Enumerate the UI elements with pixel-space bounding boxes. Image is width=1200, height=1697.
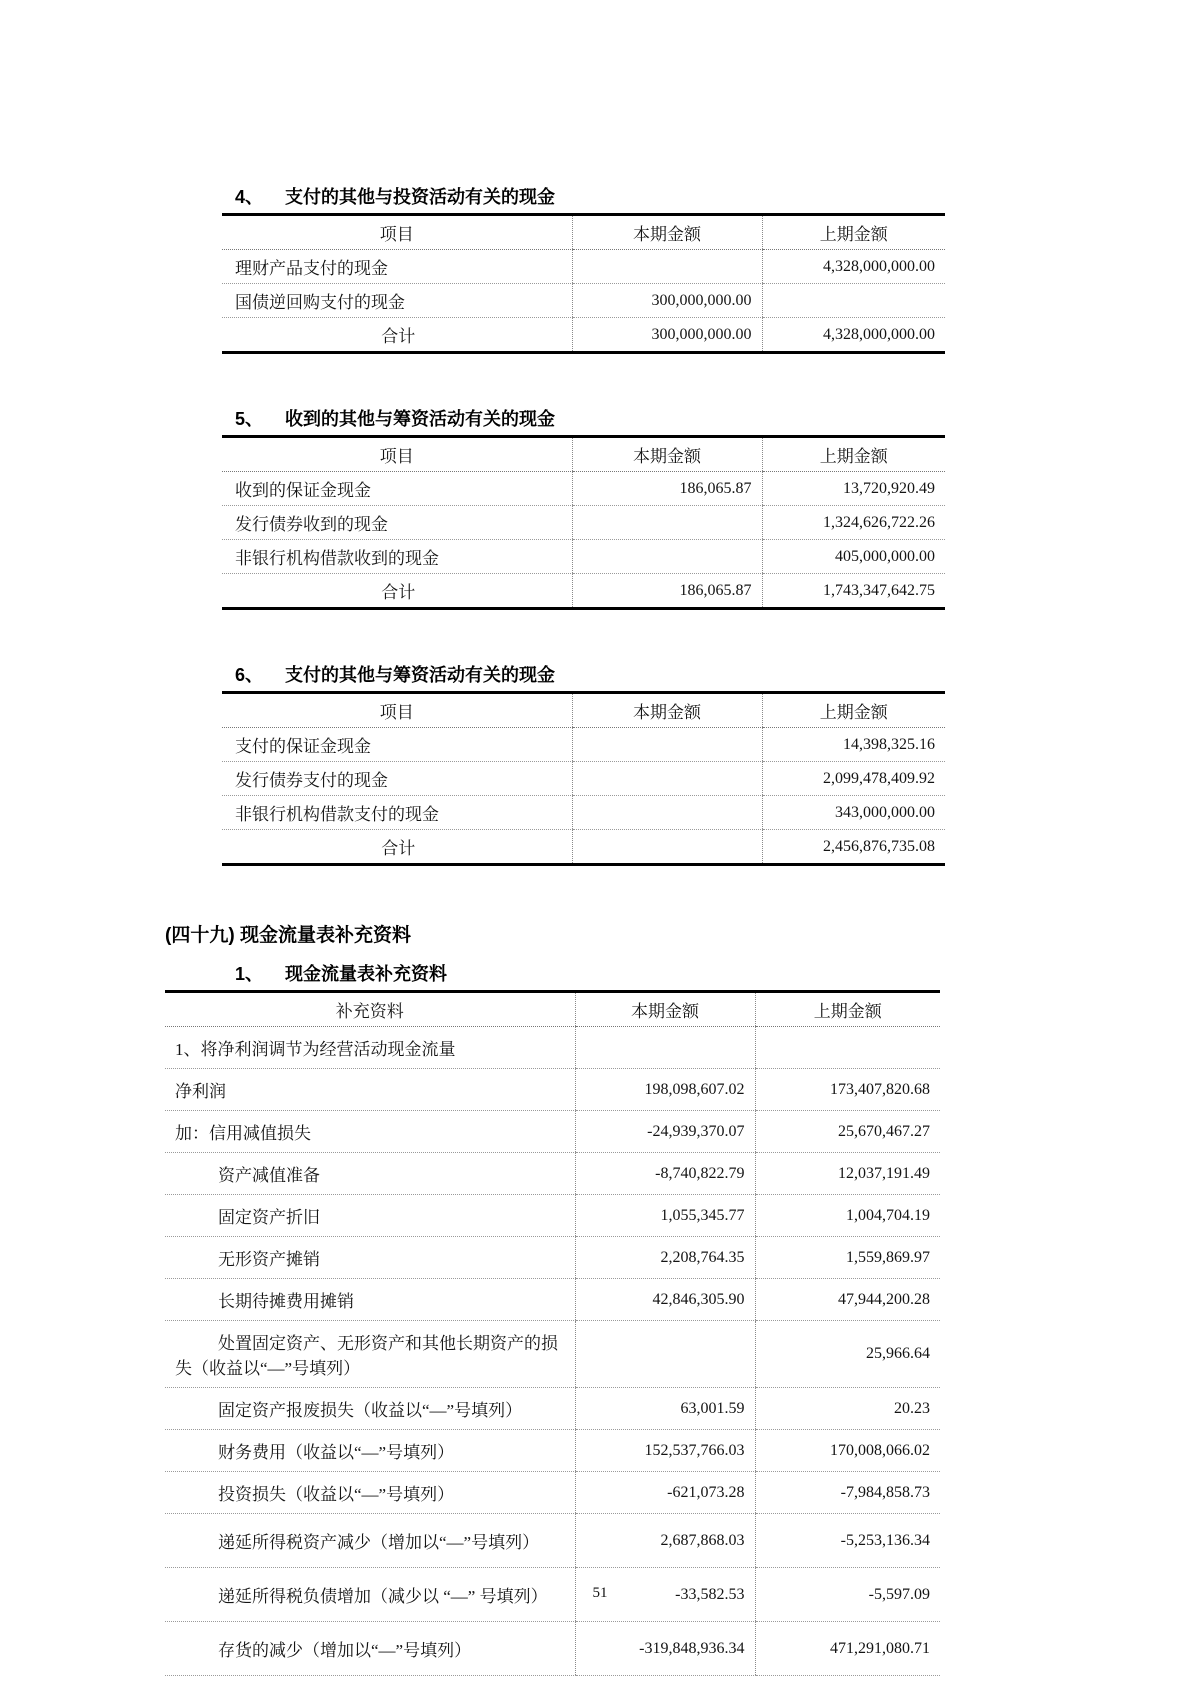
prior-period-amount: 1,743,347,642.75: [762, 574, 945, 609]
table-row: [222, 540, 945, 574]
section-49-block: [165, 920, 940, 1676]
current-period-amount: [575, 1027, 755, 1069]
table-row: [222, 762, 945, 796]
row-label: 处置固定资产、无形资产和其他长期资产的损失（收益以“—”号填列）: [165, 1321, 575, 1388]
table-header-row: [222, 693, 945, 728]
table-row: [165, 1279, 940, 1321]
current-period-amount: [575, 1321, 755, 1388]
prior-period-amount: 173,407,820.68: [755, 1069, 940, 1111]
row-label: 加：信用减值损失: [165, 1111, 575, 1153]
current-period-amount: 1,055,345.77: [575, 1195, 755, 1237]
current-period-amount: [572, 728, 762, 762]
row-label: 非银行机构借款支付的现金: [222, 796, 572, 830]
row-label: 资产减值准备: [165, 1153, 575, 1195]
current-period-amount: [572, 540, 762, 574]
table-6-heading: [222, 664, 945, 687]
row-label: 净利润: [165, 1069, 575, 1111]
prior-period-amount: [755, 1027, 940, 1069]
table-row: [165, 1388, 940, 1430]
current-period-amount: -621,073.28: [575, 1472, 755, 1514]
prior-period-amount: 471,291,080.71: [755, 1622, 940, 1676]
section-heading: [165, 920, 940, 947]
row-label: 存货的减少（增加以“—”号填列）: [165, 1622, 575, 1676]
table-row: [222, 284, 945, 318]
current-period-amount: 300,000,000.00: [572, 318, 762, 353]
prior-period-amount: 1,004,704.19: [755, 1195, 940, 1237]
row-label: 长期待摊费用摊销: [165, 1279, 575, 1321]
current-period-amount: [572, 250, 762, 284]
table-row: [165, 1237, 940, 1279]
prior-period-amount: 1,559,869.97: [755, 1237, 940, 1279]
current-period-amount: -319,848,936.34: [575, 1622, 755, 1676]
column-header-item: 项目: [222, 693, 572, 728]
subsection-number: 1、: [235, 964, 264, 984]
column-header-current: 本期金额: [572, 693, 762, 728]
prior-period-amount: 12,037,191.49: [755, 1153, 940, 1195]
table-row: [222, 472, 945, 506]
table-5-title: 收到的其他与筹资活动有关的现金: [285, 409, 555, 429]
table-total-row: [222, 574, 945, 609]
table-row: [165, 1514, 940, 1568]
row-label: 1、将净利润调节为经营活动现金流量: [165, 1027, 575, 1069]
prior-period-amount: [762, 284, 945, 318]
table-6-number: 6、: [235, 665, 264, 685]
row-label: 递延所得税负债增加（减少以 “—” 号填列）: [165, 1568, 575, 1622]
column-header-prior: 上期金额: [762, 437, 945, 472]
column-header-item: 项目: [222, 215, 572, 250]
current-period-amount: -33,582.53: [575, 1568, 755, 1622]
subsection-title-text: 现金流量表补充资料: [285, 964, 447, 984]
table-header-row: [222, 437, 945, 472]
row-label: 固定资产报废损失（收益以“—”号填列）: [165, 1388, 575, 1430]
current-period-amount: [572, 762, 762, 796]
row-label: 投资损失（收益以“—”号填列）: [165, 1472, 575, 1514]
table-5-heading: [222, 408, 945, 431]
table-row: [165, 1069, 940, 1111]
current-period-amount: 42,846,305.90: [575, 1279, 755, 1321]
prior-period-amount: 2,099,478,409.92: [762, 762, 945, 796]
row-label: 收到的保证金现金: [222, 472, 572, 506]
table-total-row: [222, 830, 945, 865]
current-period-amount: 186,065.87: [572, 472, 762, 506]
prior-period-amount: 20.23: [755, 1388, 940, 1430]
table-row: [165, 1153, 940, 1195]
row-label: 理财产品支付的现金: [222, 250, 572, 284]
table-5-number: 5、: [235, 409, 264, 429]
prior-period-amount: 14,398,325.16: [762, 728, 945, 762]
row-label: 发行债券收到的现金: [222, 506, 572, 540]
prior-period-amount: 4,328,000,000.00: [762, 318, 945, 353]
table-block-6: [222, 664, 945, 866]
table-4-number: 4、: [235, 187, 264, 207]
table-4: [222, 213, 945, 354]
prior-period-amount: -7,984,858.73: [755, 1472, 940, 1514]
table-header-row: [222, 215, 945, 250]
prior-period-amount: 1,324,626,722.26: [762, 506, 945, 540]
current-period-amount: [572, 796, 762, 830]
table-5: [222, 435, 945, 610]
prior-period-amount: 13,720,920.49: [762, 472, 945, 506]
prior-period-amount: 2,456,876,735.08: [762, 830, 945, 865]
current-period-amount: [572, 830, 762, 865]
table-row: [222, 250, 945, 284]
supplementary-table: [165, 990, 940, 1676]
column-header-current: 本期金额: [572, 437, 762, 472]
table-row: [222, 728, 945, 762]
table-6: [222, 691, 945, 866]
current-period-amount: -24,939,370.07: [575, 1111, 755, 1153]
row-label: 支付的保证金现金: [222, 728, 572, 762]
table-row: [165, 1111, 940, 1153]
table-row: [165, 1430, 940, 1472]
prior-period-amount: -5,597.09: [755, 1568, 940, 1622]
table-4-title: 支付的其他与投资活动有关的现金: [285, 187, 555, 207]
table-4-heading: [222, 186, 945, 209]
table-row: [165, 1321, 940, 1388]
prior-period-amount: 25,670,467.27: [755, 1111, 940, 1153]
prior-period-amount: 25,966.64: [755, 1321, 940, 1388]
current-period-amount: 186,065.87: [572, 574, 762, 609]
current-period-amount: -8,740,822.79: [575, 1153, 755, 1195]
row-label: 财务费用（收益以“—”号填列）: [165, 1430, 575, 1472]
row-label: 发行债券支付的现金: [222, 762, 572, 796]
prior-period-amount: -5,253,136.34: [755, 1514, 940, 1568]
table-row: [222, 506, 945, 540]
column-header-prior: 上期金额: [762, 693, 945, 728]
current-period-amount: 198,098,607.02: [575, 1069, 755, 1111]
column-header-current: 本期金额: [575, 992, 755, 1027]
section-title-text: 现金流量表补充资料: [239, 925, 411, 946]
row-label: 合计: [222, 318, 572, 353]
table-row: [165, 1195, 940, 1237]
column-header-prior: 上期金额: [755, 992, 940, 1027]
current-period-amount: [572, 506, 762, 540]
table-6-title: 支付的其他与筹资活动有关的现金: [285, 665, 555, 685]
prior-period-amount: 343,000,000.00: [762, 796, 945, 830]
current-period-amount: 2,208,764.35: [575, 1237, 755, 1279]
table-block-5: [222, 408, 945, 610]
table-row: [165, 1027, 940, 1069]
current-period-amount: 2,687,868.03: [575, 1514, 755, 1568]
table-header-row: [165, 992, 940, 1027]
table-total-row: [222, 318, 945, 353]
table-row: [165, 1472, 940, 1514]
row-label: 固定资产折旧: [165, 1195, 575, 1237]
column-header-item: 项目: [222, 437, 572, 472]
column-header-prior: 上期金额: [762, 215, 945, 250]
row-label: 合计: [222, 574, 572, 609]
current-period-amount: 152,537,766.03: [575, 1430, 755, 1472]
column-header-current: 本期金额: [572, 215, 762, 250]
current-period-amount: 63,001.59: [575, 1388, 755, 1430]
column-header-item: 补充资料: [165, 992, 575, 1027]
prior-period-amount: 4,328,000,000.00: [762, 250, 945, 284]
subsection-heading: [165, 963, 940, 986]
section-number: (四十九): [165, 925, 235, 946]
row-label: 合计: [222, 830, 572, 865]
table-row: [165, 1622, 940, 1676]
prior-period-amount: 170,008,066.02: [755, 1430, 940, 1472]
prior-period-amount: 47,944,200.28: [755, 1279, 940, 1321]
prior-period-amount: 405,000,000.00: [762, 540, 945, 574]
current-period-amount: 300,000,000.00: [572, 284, 762, 318]
table-row: [222, 796, 945, 830]
row-label: 递延所得税资产减少（增加以“—”号填列）: [165, 1514, 575, 1568]
row-label: 国债逆回购支付的现金: [222, 284, 572, 318]
row-label: 无形资产摊销: [165, 1237, 575, 1279]
table-block-4: [222, 186, 945, 354]
page-number: 51: [592, 1585, 608, 1601]
row-label: 非银行机构借款收到的现金: [222, 540, 572, 574]
